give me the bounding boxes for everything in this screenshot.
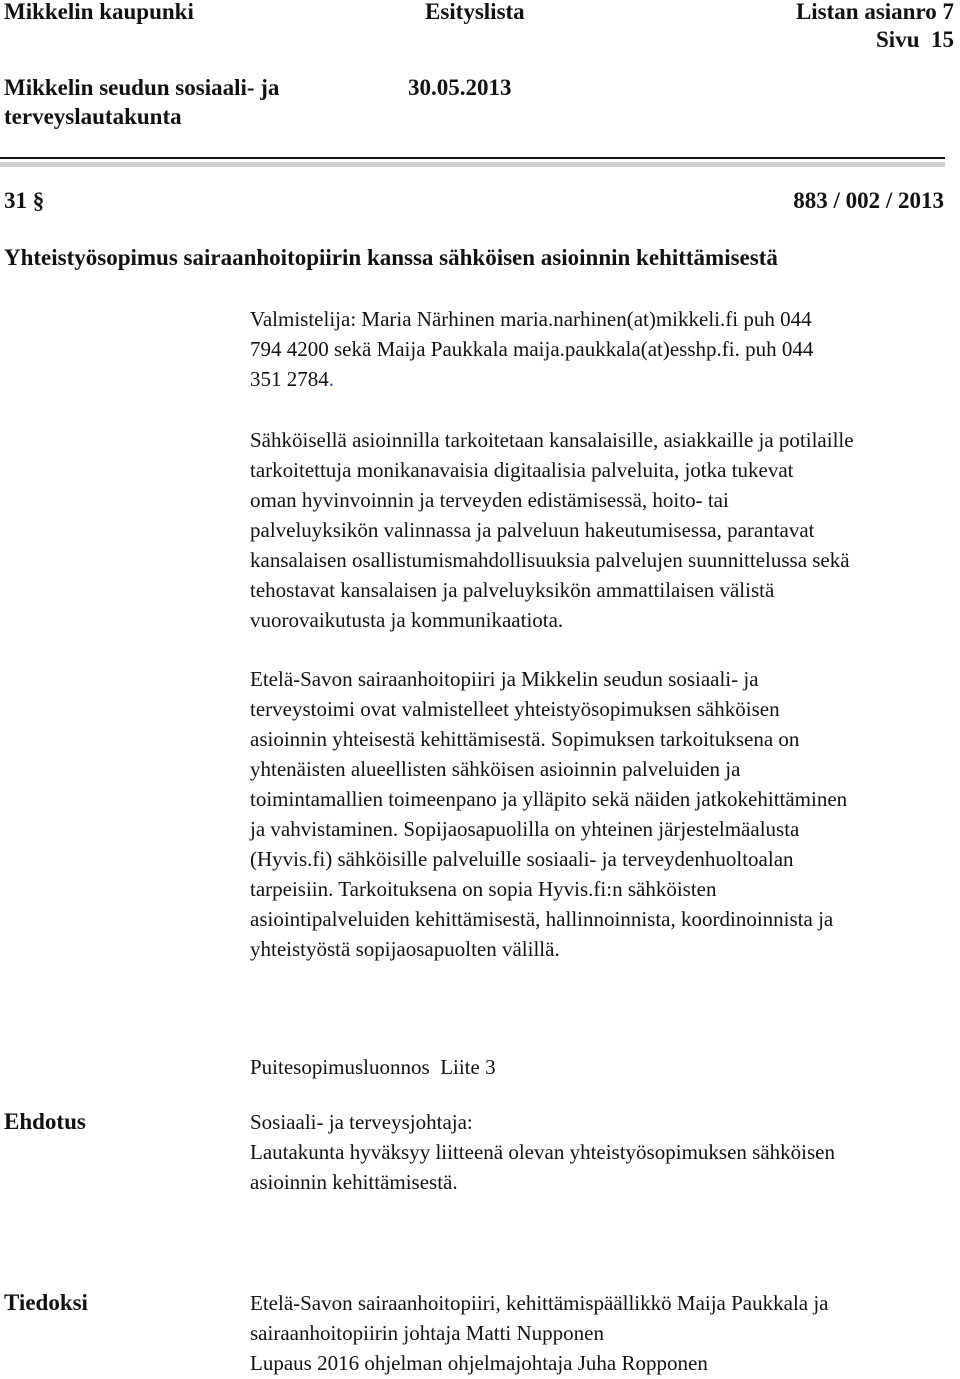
notify-line: Lupaus 2016 ohjelman ohjelmajohtaja Juha Ropponen: [250, 1351, 708, 1375]
proposal-line: Sosiaali- ja terveysjohtaja:: [250, 1110, 473, 1134]
paragraph-line: tarpeisiin. Tarkoituksena on sopia Hyvis.fi:n sähköisten: [250, 877, 717, 901]
proposal-text: [250, 1107, 958, 1197]
header-item-number: Listan asianro 7: [795, 0, 954, 24]
paragraph-line: kansalaisen osallistumismahdollisuuksia palvelujen suunnittelussa sekä: [250, 548, 850, 572]
preparer-line: Valmistelija: Maria Närhinen maria.narhinen(at)mikkeli.fi puh 044: [250, 307, 812, 331]
paragraph-line: tarkoitettuja monikanavaisia digitaalisia palveluita, jotka tukevat: [250, 458, 794, 482]
proposal-line: asioinnin kehittämisestä.: [250, 1170, 458, 1194]
paragraph-line: terveystoimi ovat valmistelleet yhteistyösopimuksen sähköisen: [250, 697, 780, 721]
paragraph-line: asiointipalveluiden kehittämisestä, hallinnoinnista, koordinoinnista ja: [250, 907, 834, 931]
paragraph-line: yhteistyöstä sopijaosapuolten välillä.: [250, 937, 560, 961]
notify-line: Etelä-Savon sairaanhoitopiiri, kehittämispäällikkö Maija Paukkala ja: [250, 1291, 829, 1315]
preparer-line-text: 351 2784: [250, 367, 329, 391]
header-doc-type: Esityslista: [425, 0, 525, 24]
header-city: Mikkelin kaupunki: [4, 0, 194, 24]
paragraph-line: vuorovaikutusta ja kommunikaatiota.: [250, 608, 564, 632]
preparer-info: [250, 304, 958, 394]
paragraph-line: toimintamallien toimeenpano ja ylläpito sekä näiden jatkokehittäminen: [250, 787, 848, 811]
header-page-number: Sivu 15: [876, 27, 954, 52]
notify-line: sairaanhoitopiirin johtaja Matti Nupponen: [250, 1321, 605, 1345]
item-number: 31 §: [4, 188, 45, 213]
paragraph-line: Sähköisellä asioinnilla tarkoitetaan kansalaisille, asiakkaille ja potilaille: [250, 428, 854, 452]
paragraph-agreement: [250, 664, 958, 964]
notify-text: [250, 1288, 958, 1378]
notify-label: Tiedoksi: [4, 1290, 88, 1315]
paragraph-line: asioinnin yhteisestä kehittämisestä. Sopimuksen tarkoituksena on: [250, 727, 800, 751]
header-board-line1: Mikkelin seudun sosiaali- ja: [4, 75, 280, 100]
header-board-line2: terveyslautakunta: [4, 104, 182, 129]
paragraph-line: tehostavat kansalaisen ja palveluyksikön ammattilaisen välistä: [250, 578, 775, 602]
paragraph-line: palveluyksikön valinnassa ja palveluun hakeutumisessa, parantavat: [250, 518, 815, 542]
preparer-line: [250, 364, 958, 394]
paragraph-line: (Hyvis.fi) sähköisille palveluille sosiaali- ja terveydenhuoltoalan: [250, 847, 794, 871]
paragraph-line: yhtenäisten alueellisten sähköisen asioinnin palveluiden ja: [250, 757, 741, 781]
attachment-reference: Puitesopimusluonnos Liite 3: [250, 1055, 496, 1079]
paragraph-definition: [250, 425, 958, 635]
header-date: 30.05.2013: [408, 75, 512, 100]
proposal-label: Ehdotus: [4, 1109, 86, 1134]
item-title: Yhteistyösopimus sairaanhoitopiirin kanssa sähköisen asioinnin kehittämisestä: [4, 245, 778, 270]
preparer-line-end: .: [328, 367, 334, 391]
preparer-line: 794 4200 sekä Maija Paukkala maija.paukkala(at)esshp.fi. puh 044: [250, 337, 814, 361]
proposal-line: Lautakunta hyväksyy liitteenä olevan yhteistyösopimuksen sähköisen: [250, 1140, 835, 1164]
paragraph-line: Etelä-Savon sairaanhoitopiiri ja Mikkelin seudun sosiaali- ja: [250, 667, 759, 691]
paragraph-line: oman hyvinvoinnin ja terveyden edistämisessä, hoito- tai: [250, 488, 729, 512]
paragraph-line: ja vahvistaminen. Sopijaosapuolilla on yhteinen järjestelmäalusta: [250, 817, 800, 841]
item-reference: 883 / 002 / 2013: [793, 188, 944, 213]
